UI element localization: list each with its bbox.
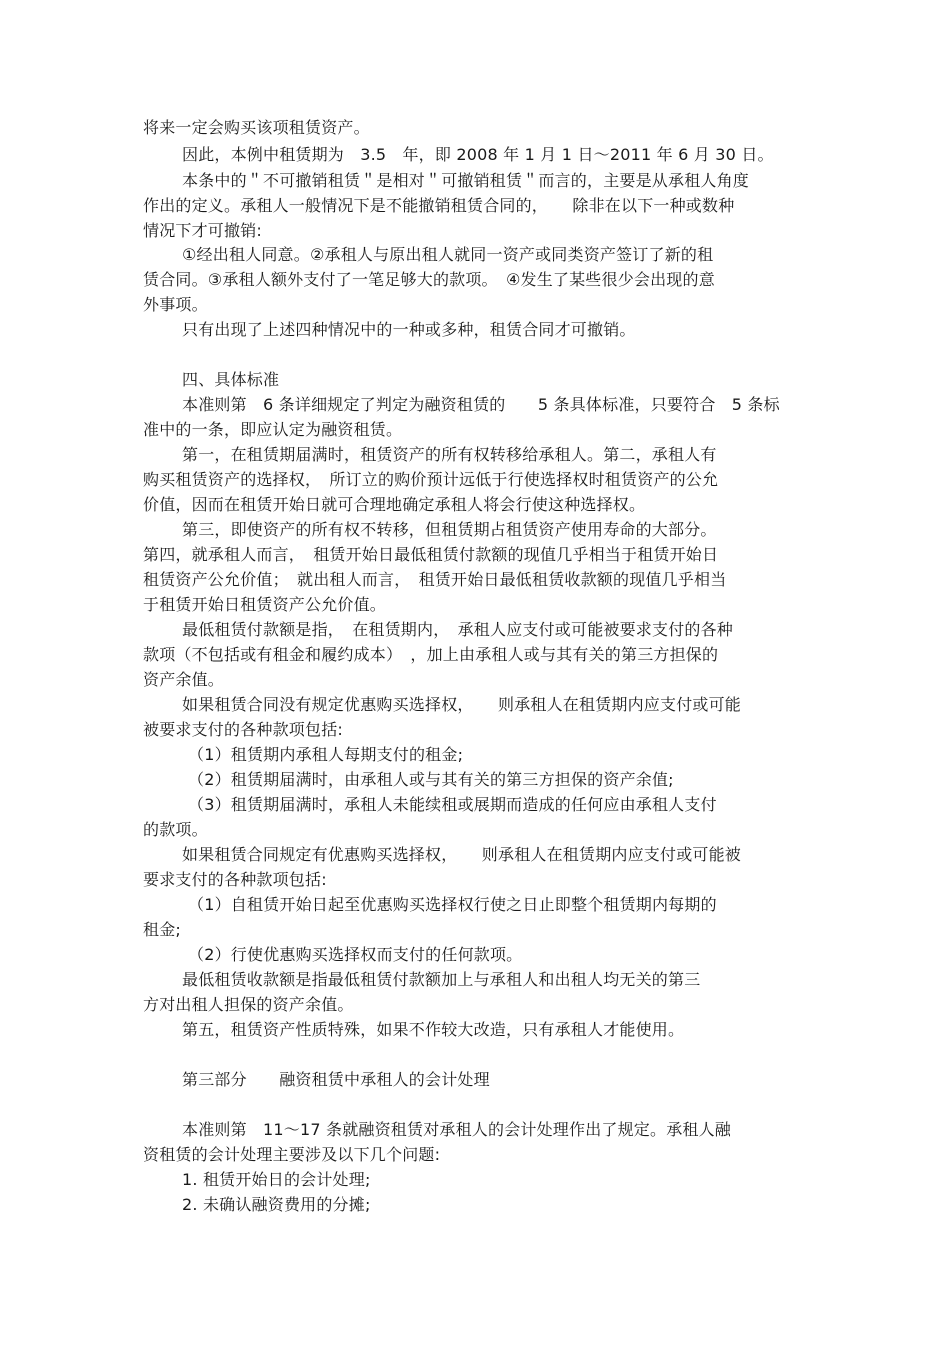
text-line: 本条中的＂不可撤销租赁＂是相对＂可撤销租赁＂而言的，主要是从承租人角度 [182, 171, 750, 190]
text-line: 要求支付的各种款项包括: [143, 870, 327, 889]
text-line: 租金; [143, 920, 181, 939]
list-item: （2）行使优惠购买选择权而支付的任何款项。 [188, 945, 523, 964]
text-line: 第四，就承租人而言， 租赁开始日最低租赁付款额的现值几乎相当于租赁开始日 [143, 545, 719, 564]
list-item: （2）租赁期届满时，由承租人或与其有关的第三方担保的资产余值; [188, 770, 674, 789]
text-line: 租赁资产公允价值； 就出租人而言， 租赁开始日最低租赁收款额的现值几乎相当 [143, 570, 727, 589]
text-line: 最低租赁收款额是指最低租赁付款额加上与承租人和出租人均无关的第三 [182, 970, 701, 989]
text-line: 本准则第 6 条详细规定了判定为融资租赁的 5 条具体标准，只要符合 5 条标 [182, 395, 780, 414]
text-line: 价值，因而在租赁开始日就可合理地确定承租人将会行使这种选择权。 [143, 495, 646, 514]
text-line: 将来一定会购买该项租赁资产。 [143, 118, 370, 137]
text-line: 第一，在租赁期届满时，租赁资产的所有权转移给承租人。第二，承租人有 [182, 445, 717, 464]
text-line: 最低租赁付款额是指， 在租赁期内， 承租人应支付或可能被要求支付的各种 [182, 620, 734, 639]
text-line: 款项（不包括或有租金和履约成本） ，加上由承租人或与其有关的第三方担保的 [143, 645, 719, 664]
text-line: 第三，即使资产的所有权不转移，但租赁期占租赁资产使用寿命的大部分。 [182, 520, 717, 539]
text-line: 被要求支付的各种款项包括: [143, 720, 343, 739]
text-line: 购买租赁资产的选择权， 所订立的购价预计远低于行使选择权时租赁资产的公允 [143, 470, 719, 489]
list-item: （3）租赁期届满时，承租人未能续租或展期而造成的任何应由承租人支付 [188, 795, 717, 814]
text-line: 准中的一条，即应认定为融资租赁。 [143, 420, 403, 439]
text-line: 情况下才可撤销: [143, 221, 262, 240]
text-line: 的款项。 [143, 820, 208, 839]
text-line: 方对出租人担保的资产余值。 [143, 995, 354, 1014]
list-item: （1）租赁期内承租人每期支付的租金; [188, 745, 464, 764]
text-line: 外事项。 [143, 295, 208, 314]
text-line: 如果租赁合同没有规定优惠购买选择权， 则承租人在租赁期内应支付或可能 [182, 695, 742, 714]
text-line: 资租赁的会计处理主要涉及以下几个问题: [143, 1145, 441, 1164]
text-line: 作出的定义。承租人一般情况下是不能撤销租赁合同的， 除非在以下一种或数种 [143, 196, 735, 215]
text-line: 本准则第 11～17 条就融资租赁对承租人的会计处理作出了规定。承租人融 [182, 1120, 732, 1139]
text-line: 第五，租赁资产性质特殊，如果不作较大改造，只有承租人才能使用。 [182, 1020, 685, 1039]
list-item: （1）自租赁开始日起至优惠购买选择权行使之日止即整个租赁期内每期的 [188, 895, 717, 914]
list-item: 2. 未确认融资费用的分摊; [182, 1195, 371, 1214]
section-heading: 第三部分 融资租赁中承租人的会计处理 [182, 1070, 490, 1089]
text-line: 因此，本例中租赁期为 3.5 年，即 2008 年 1 月 1 日～2011 年 6 月 30 日。 [182, 145, 774, 164]
text-line: 只有出现了上述四种情况中的一种或多种，租赁合同才可撤销。 [182, 320, 636, 339]
section-heading: 四、具体标准 [182, 370, 280, 389]
list-item: 1. 租赁开始日的会计处理; [182, 1170, 371, 1189]
text-line: 于租赁开始日租赁资产公允价值。 [143, 595, 387, 614]
text-line: 资产余值。 [143, 670, 225, 689]
text-line: 如果租赁合同规定有优惠购买选择权， 则承租人在租赁期内应支付或可能被 [182, 845, 742, 864]
text-line: 赁合同。③承租人额外支付了一笔足够大的款项。 ④发生了某些很少会出现的意 [143, 270, 715, 289]
text-line: ①经出租人同意。②承租人与原出租人就同一资产或同类资产签订了新的租 [182, 245, 714, 264]
